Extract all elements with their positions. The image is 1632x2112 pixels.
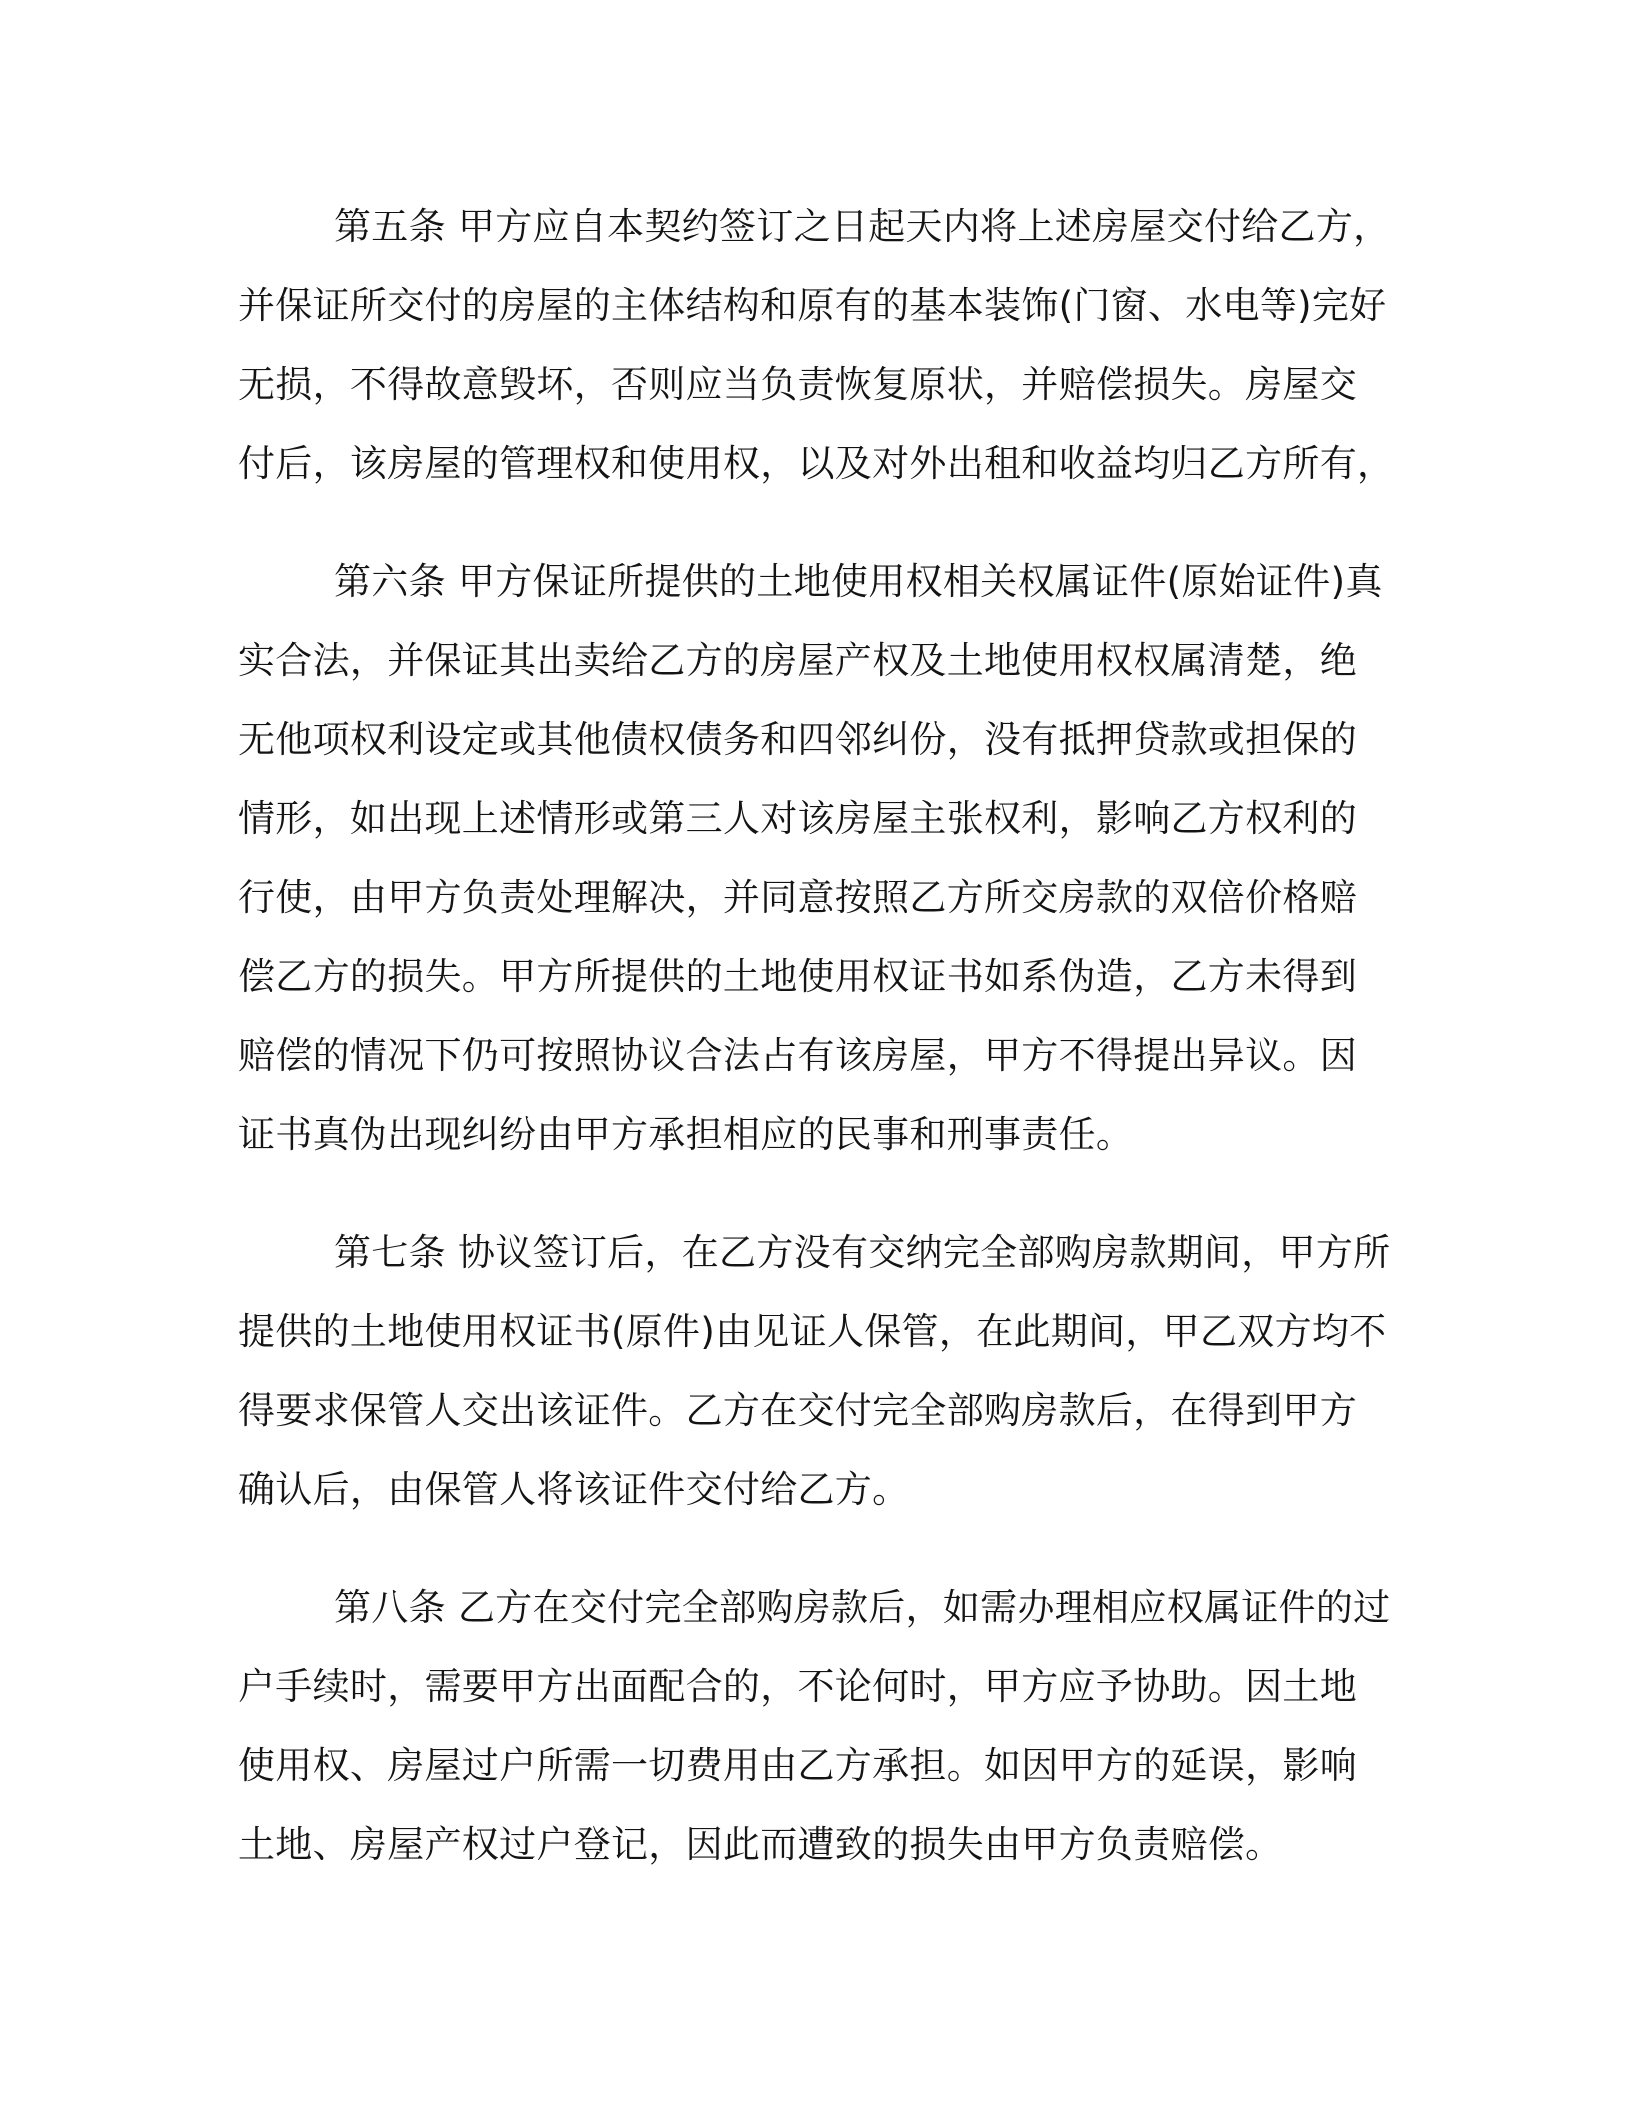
clause-line: 赔偿的情况下仍可按照协议合法占有该房屋，甲方不得提出异议。因 bbox=[238, 1034, 1357, 1077]
clause-7 bbox=[238, 1213, 1391, 1529]
clause-line: 确认后，由保管人将该证件交付给乙方。 bbox=[238, 1468, 910, 1511]
clause-line: 实合法，并保证其出卖给乙方的房屋产权及土地使用权权属清楚，绝 bbox=[238, 639, 1357, 682]
clause-line: 无他项权利设定或其他债权债务和四邻纠份，没有抵押贷款或担保的 bbox=[238, 718, 1357, 761]
clause-line: 土地、房屋产权过户登记，因此而遭致的损失由甲方负责赔偿。 bbox=[238, 1823, 1283, 1866]
clause-line: 无损，不得故意毁坏，否则应当负责恢复原状，并赔偿损失。房屋交 bbox=[238, 363, 1357, 406]
clause-line: 付后，该房屋的管理权和使用权，以及对外出租和收益均归乙方所有， bbox=[238, 442, 1395, 485]
clause-line: 证书真伪出现纠纷由甲方承担相应的民事和刑事责任。 bbox=[238, 1113, 1134, 1156]
clause-line: 偿乙方的损失。甲方所提供的土地使用权证书如系伪造，乙方未得到 bbox=[238, 955, 1357, 998]
clause-line: 使用权、房屋过户所需一切费用由乙方承担。如因甲方的延误，影响 bbox=[238, 1744, 1357, 1787]
clause-line: 行使，由甲方负责处理解决，并同意按照乙方所交房款的双倍价格赔 bbox=[238, 876, 1357, 919]
clause-line: 提供的土地使用权证书(原件)由见证人保管，在此期间，甲乙双方均不 bbox=[238, 1310, 1387, 1353]
clause-line: 第八条 乙方在交付完全部购房款后，如需办理相应权属证件的过 bbox=[334, 1586, 1391, 1629]
clause-line: 第六条 甲方保证所提供的土地使用权相关权属证件(原始证件)真 bbox=[334, 560, 1383, 603]
clause-6 bbox=[238, 542, 1388, 1174]
clause-line: 第七条 协议签订后，在乙方没有交纳完全部购房款期间，甲方所 bbox=[334, 1231, 1391, 1274]
clause-line: 并保证所交付的房屋的主体结构和原有的基本装饰(门窗、水电等)完好 bbox=[238, 284, 1387, 327]
clause-5 bbox=[238, 187, 1395, 503]
clause-line: 情形，如出现上述情形或第三人对该房屋主张权利，影响乙方权利的 bbox=[238, 797, 1357, 840]
contract-clauses bbox=[238, 187, 1395, 1923]
clause-line: 户手续时，需要甲方出面配合的，不论何时，甲方应予协助。因土地 bbox=[238, 1665, 1357, 1708]
clause-line: 得要求保管人交出该证件。乙方在交付完全部购房款后，在得到甲方 bbox=[238, 1389, 1357, 1432]
clause-8 bbox=[238, 1568, 1391, 1884]
clause-line: 第五条 甲方应自本契约签订之日起天内将上述房屋交付给乙方， bbox=[334, 205, 1391, 248]
